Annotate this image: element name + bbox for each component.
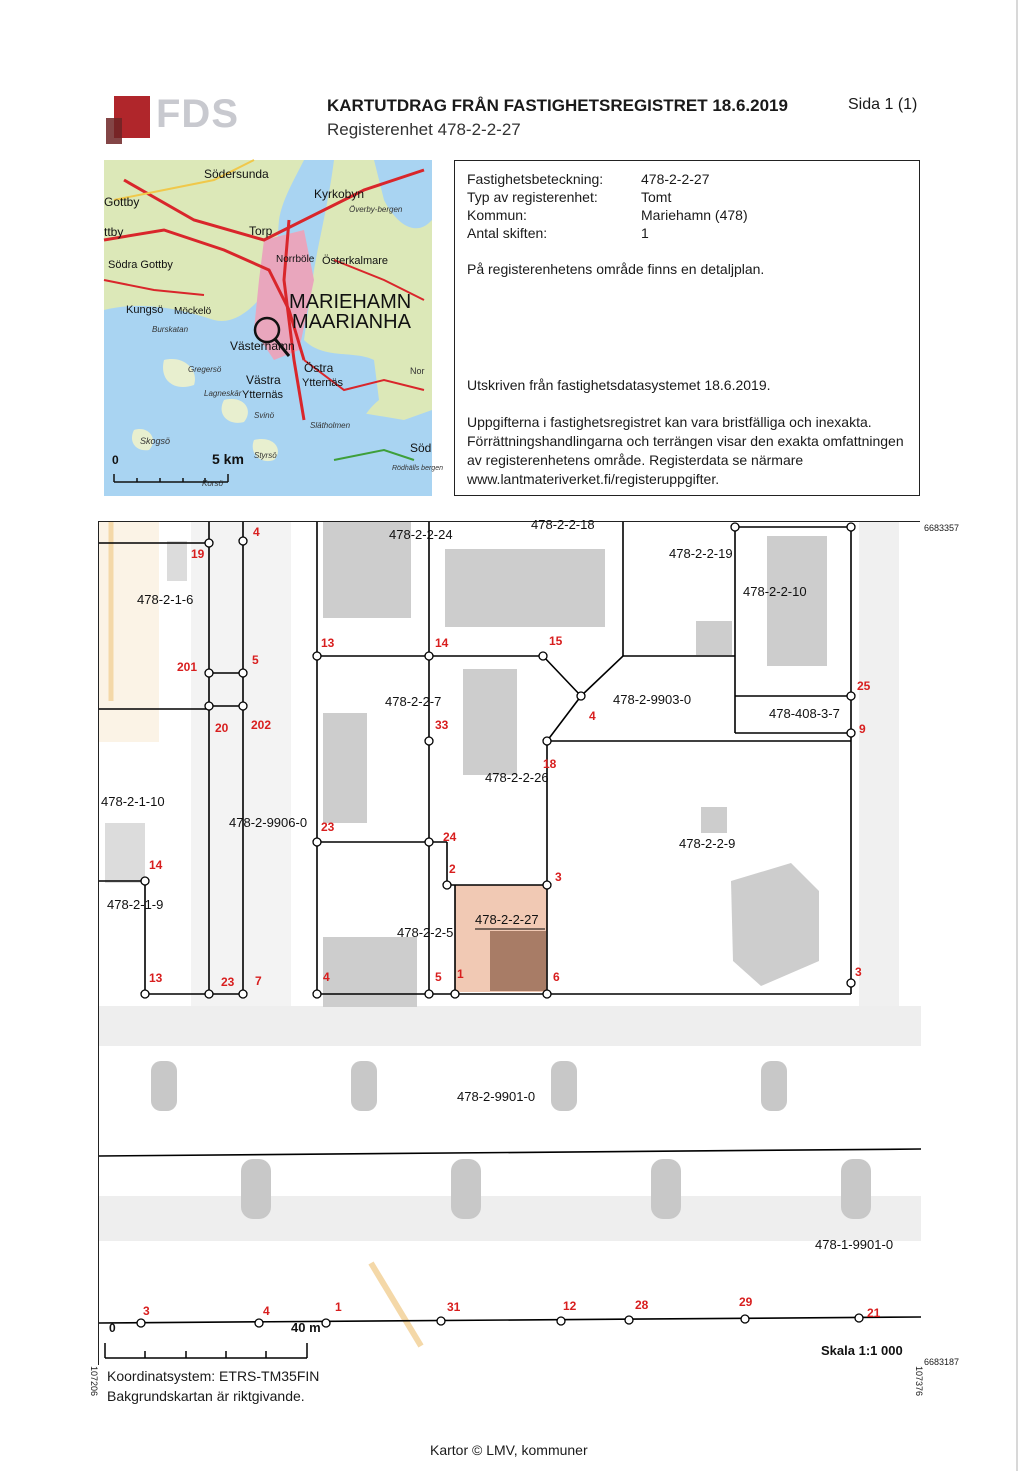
overview-label: Västra xyxy=(246,373,281,387)
parcel-label-target: 478-2-2-27 xyxy=(475,912,539,927)
parcel-label: 478-2-2-18 xyxy=(531,517,595,532)
point-number: 1 xyxy=(335,1300,342,1314)
map-scale-ratio: Skala 1:1 000 xyxy=(821,1343,903,1358)
info-value: Mariehamn (478) xyxy=(641,207,748,223)
parcel-label: 478-2-2-19 xyxy=(669,546,733,561)
overview-label: Söd xyxy=(410,441,432,455)
overview-label: Västerhamn xyxy=(230,339,295,353)
point-number: 2 xyxy=(449,862,456,876)
parcel-label: 478-2-1-9 xyxy=(107,897,164,912)
detail-plan-note: På registerenhetens område finns en detaljplan. xyxy=(467,261,765,277)
page-edge xyxy=(1016,0,1018,1471)
property-info-box xyxy=(454,160,920,496)
parcel-label: 478-2-2-26 xyxy=(485,770,549,785)
overview-scale-label: 5 km xyxy=(212,451,244,467)
point-number: 4 xyxy=(263,1304,270,1318)
overview-label: Torp xyxy=(249,224,273,238)
overview-label: Styrsö xyxy=(254,451,277,460)
overview-label: Rödhälls bergen xyxy=(392,465,443,472)
overview-label: Möckelö xyxy=(174,306,212,317)
point-number: 4 xyxy=(323,970,330,984)
overview-label: Korsö xyxy=(202,479,223,488)
overview-label: Södersunda xyxy=(204,167,269,181)
overview-scale-zero: 0 xyxy=(112,453,119,467)
cadastral-map xyxy=(98,517,920,1365)
disclaimer: Uppgifterna i fastighetsregistret kan vara bristfälliga och inexakta. Förrättningshandlingarna och terrängen visar den exakta omfattningen av registerenhetens område. Registerdata se närmare www.lantmateriverket.fi/registeruppgifter. xyxy=(467,414,904,487)
overview-label: Norrböle xyxy=(276,254,315,265)
point-number: 15 xyxy=(549,634,563,648)
point-number: 24 xyxy=(443,830,457,844)
parcel-label: 478-2-9903-0 xyxy=(613,692,692,707)
background-note: Bakgrundskartan är riktgivande. xyxy=(107,1388,305,1404)
overview-label: Burskatan xyxy=(152,325,189,334)
overview-label: Ytternäs xyxy=(302,377,343,389)
overview-label: Östra xyxy=(304,361,334,375)
cadastral-map-svg xyxy=(99,517,921,1366)
overview-label: Gregersö xyxy=(188,365,222,374)
parcel-label: 478-1-9901-0 xyxy=(815,1237,894,1252)
point-number: 13 xyxy=(321,636,335,650)
overview-label: Kyrkobyn xyxy=(314,187,365,201)
point-number: 202 xyxy=(251,718,272,732)
document-title: KARTUTDRAG FRÅN FASTIGHETSREGISTRET 18.6.2019 xyxy=(327,96,788,115)
point-number: 3 xyxy=(855,965,862,979)
overview-label: Överby-bergen xyxy=(349,205,403,214)
overview-label: Södra Gottby xyxy=(108,259,173,271)
point-number: 31 xyxy=(447,1300,461,1314)
point-number: 29 xyxy=(739,1295,753,1309)
page-number: Sida 1 (1) xyxy=(848,96,918,113)
overview-label: Skogsö xyxy=(140,436,171,446)
parcel-label: 478-2-2-5 xyxy=(397,925,454,940)
point-number: 7 xyxy=(255,974,262,988)
parcel-label: 478-2-1-10 xyxy=(101,794,165,809)
point-number: 33 xyxy=(435,718,449,732)
parcel-label: 478-2-1-6 xyxy=(137,592,194,607)
coord-top-right: 6683357 xyxy=(924,523,960,533)
coord-bottom-right: 6683187 xyxy=(924,1357,960,1367)
info-value: 478-2-2-27 xyxy=(641,171,710,187)
point-number: 5 xyxy=(252,653,259,667)
printed-note: Utskriven från fastighetsdatasystemet 18.6.2019. xyxy=(467,377,771,393)
document-subtitle: Registerenhet 478-2-2-27 xyxy=(327,120,521,139)
point-number: 14 xyxy=(435,636,449,650)
overview-label: MARIEHAMN xyxy=(289,291,412,313)
coord-bottom-right-x: 107376 xyxy=(914,1366,924,1397)
parcel-label: 478-408-3-7 xyxy=(769,706,840,721)
parcel-label: 478-2-9906-0 xyxy=(229,815,308,830)
point-number: 21 xyxy=(867,1306,881,1320)
overview-label: Lagneskär xyxy=(204,389,242,398)
map-credit: Kartor © LMV, kommuner xyxy=(430,1442,588,1458)
fds-logo xyxy=(104,92,244,152)
overview-label: Nor xyxy=(410,366,425,376)
point-number: 9 xyxy=(859,722,866,736)
overview-map-svg xyxy=(104,160,443,496)
point-number: 13 xyxy=(149,971,163,985)
point-number: 201 xyxy=(177,660,198,674)
point-number: 4 xyxy=(253,525,260,539)
point-number: 19 xyxy=(191,547,205,561)
overview-label: Kungsö xyxy=(126,304,164,316)
point-number: 25 xyxy=(857,679,871,693)
logo-mark-shadow xyxy=(106,118,122,144)
point-number: 23 xyxy=(221,975,235,989)
coord-bottom-left: 107206 xyxy=(89,1366,99,1397)
overview-label: Österkalmare xyxy=(322,255,389,267)
point-number: 4 xyxy=(589,709,596,723)
info-label: Typ av registerenhet: xyxy=(467,189,598,205)
coordinate-system: Koordinatsystem: ETRS-TM35FIN xyxy=(107,1368,320,1384)
point-number: 14 xyxy=(149,858,163,872)
point-number: 3 xyxy=(555,870,562,884)
overview-map xyxy=(104,160,443,496)
map-scale-zero: 0 xyxy=(109,1321,116,1335)
point-number: 28 xyxy=(635,1298,649,1312)
point-number: 12 xyxy=(563,1299,577,1313)
point-number: 5 xyxy=(435,970,442,984)
point-number: 3 xyxy=(143,1304,150,1318)
point-number: 23 xyxy=(321,820,335,834)
overview-label: Slätholmen xyxy=(310,421,351,430)
point-number: 18 xyxy=(543,757,557,771)
overview-label: Gottby xyxy=(104,195,140,209)
point-number: 1 xyxy=(457,967,464,981)
parcel-label: 478-2-2-9 xyxy=(679,836,736,851)
overview-label: MAARIANHA xyxy=(292,311,411,333)
parcel-label: 478-2-2-10 xyxy=(743,584,807,599)
point-number: 6 xyxy=(553,970,560,984)
info-label: Antal skiften: xyxy=(467,225,548,241)
map-scale-label: 40 m xyxy=(291,1320,321,1335)
overview-label: Ytternäs xyxy=(242,389,283,401)
point-number: 20 xyxy=(215,721,229,735)
info-value: Tomt xyxy=(641,189,672,205)
info-label: Kommun: xyxy=(467,207,527,223)
parcel-label: 478-2-2-24 xyxy=(389,527,453,542)
overview-label: ttby xyxy=(104,225,124,239)
overview-label: Svinö xyxy=(254,411,275,420)
parcel-label: 478-2-9901-0 xyxy=(457,1089,536,1104)
parcel-label: 478-2-2-7 xyxy=(385,694,442,709)
logo-text: FDS xyxy=(156,92,239,136)
info-label: Fastighetsbeteckning: xyxy=(467,171,604,187)
info-value: 1 xyxy=(641,225,649,241)
